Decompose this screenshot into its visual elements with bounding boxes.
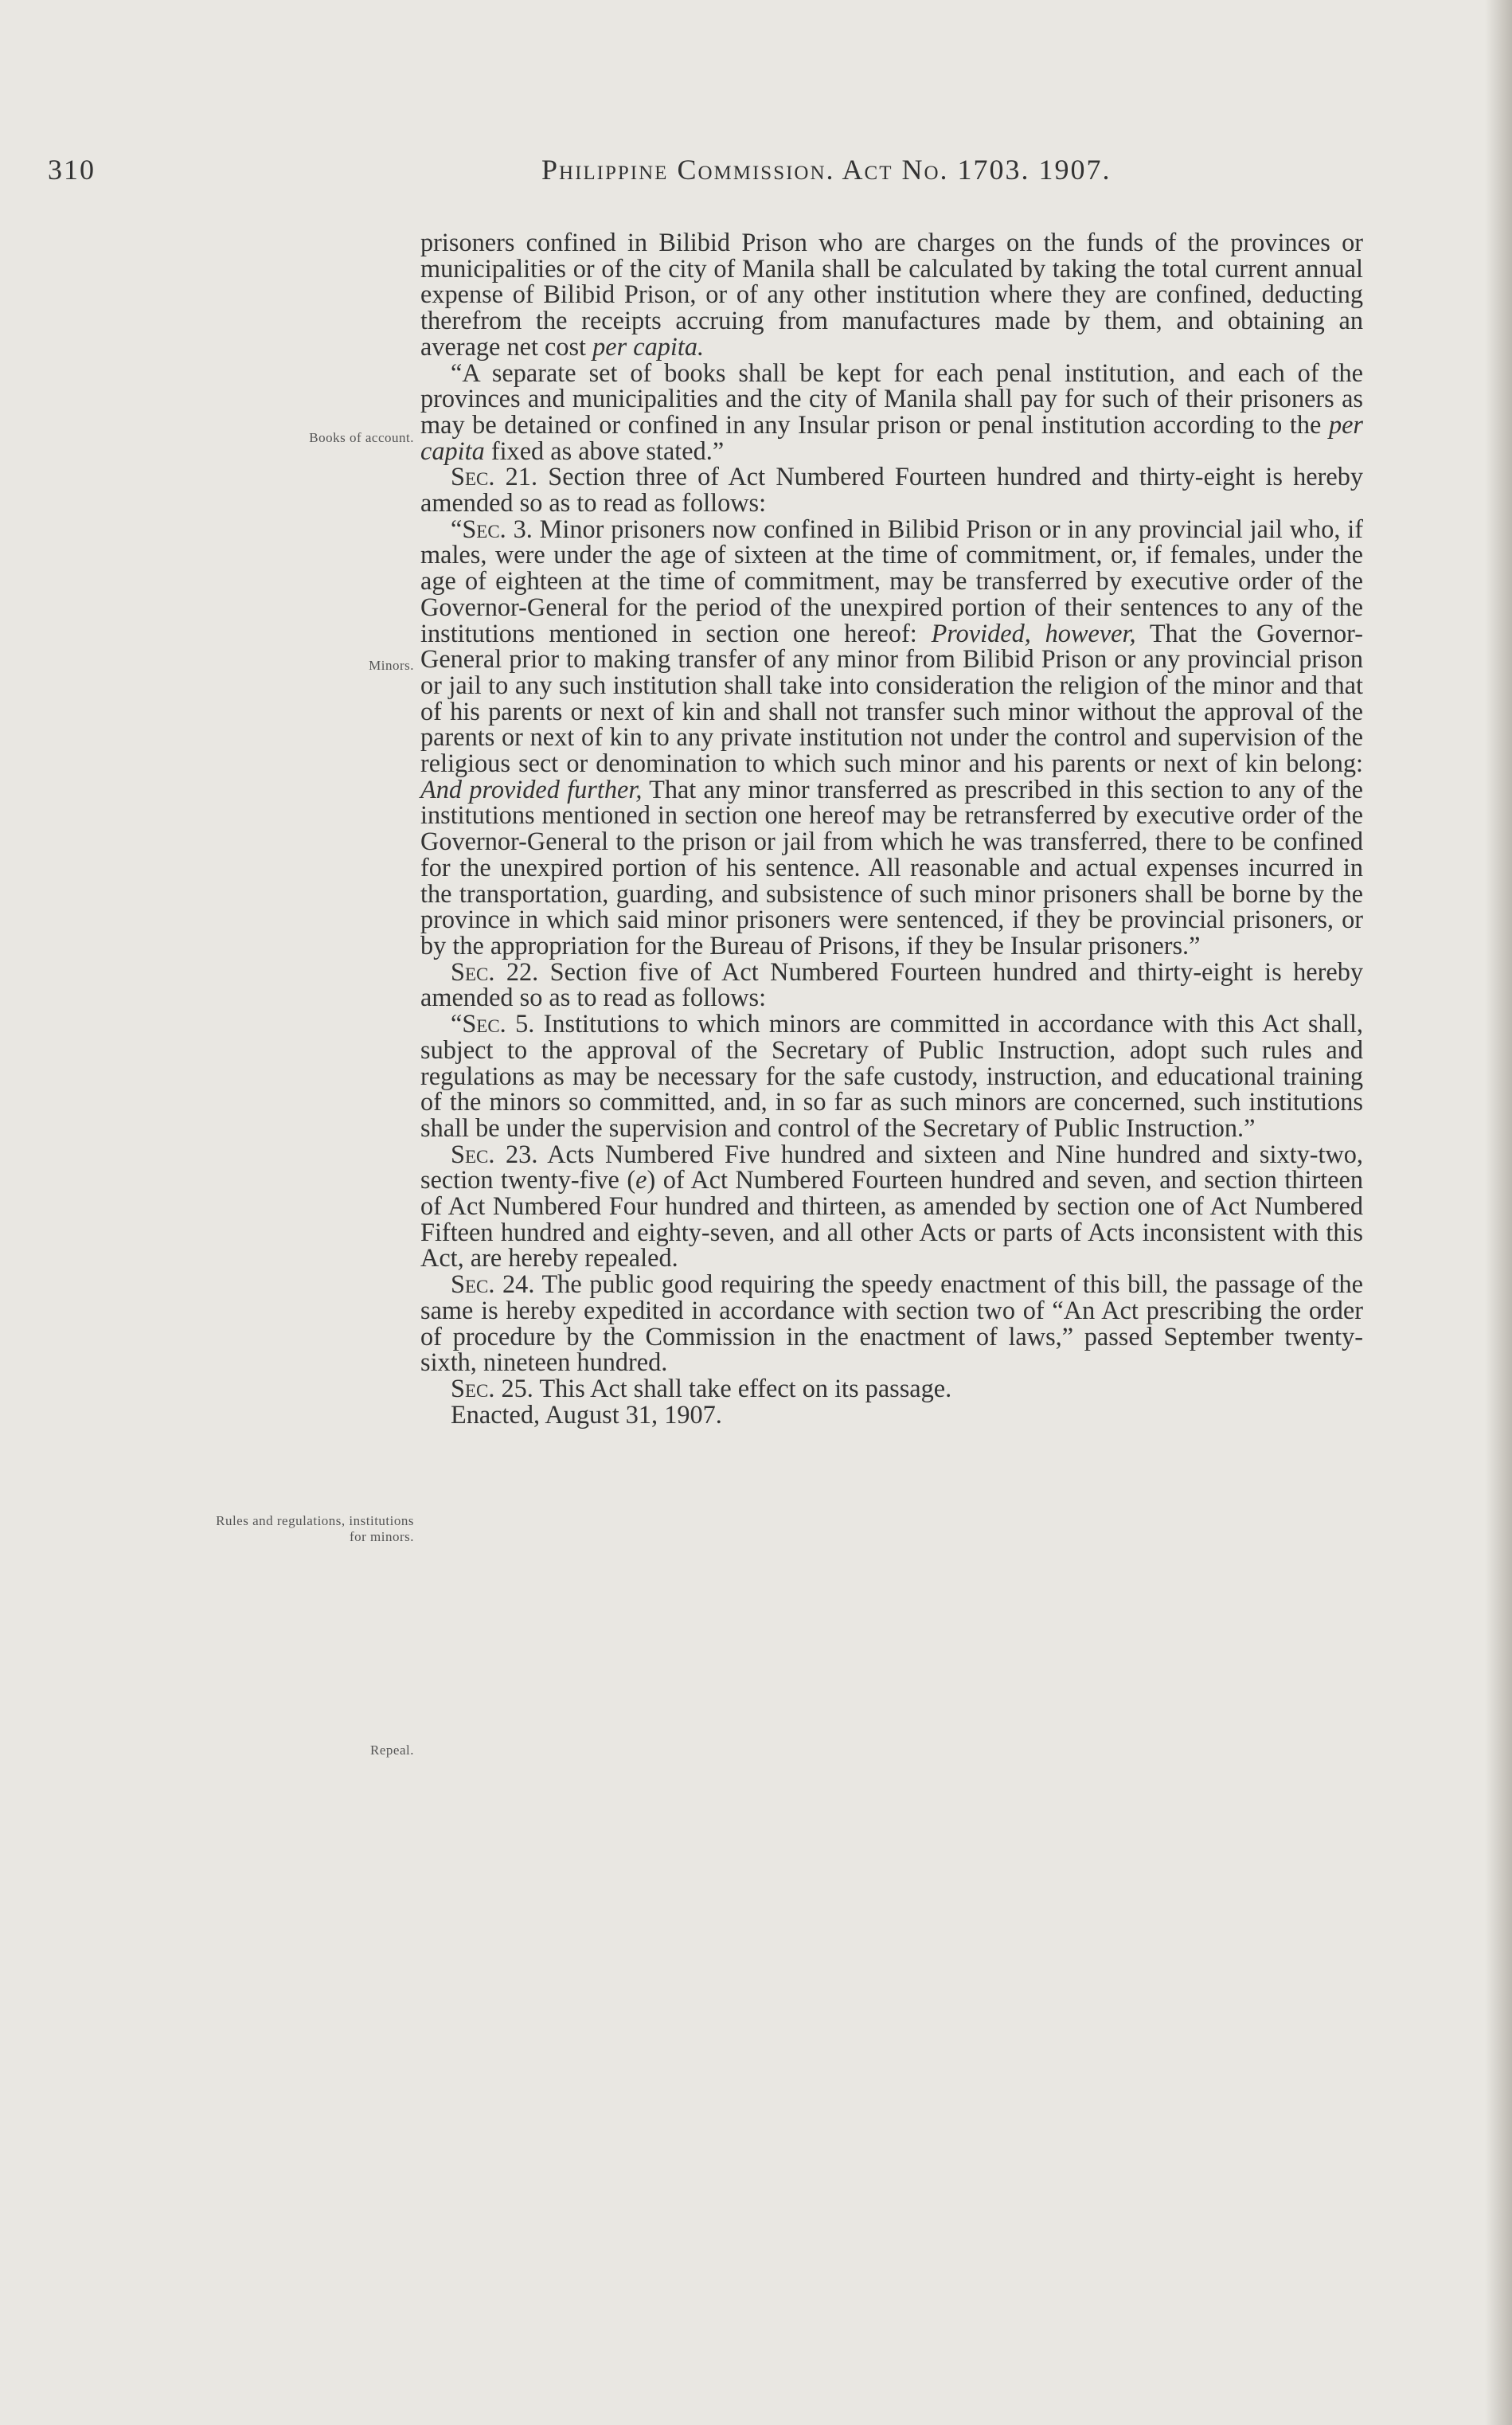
section-label: Sec. 23. xyxy=(451,1139,538,1168)
italic-run: per capita. xyxy=(592,331,705,361)
text-run: The public good requiring the speedy enactment of this bill, the passage of the same is hereby expedited in accordance with section two of “An Act prescribing the order of procedure by the Commission in the enactment of laws,” passed September twenty-sixth, nineteen hundred. xyxy=(420,1269,1363,1377)
section-label: Sec. 24. xyxy=(451,1269,535,1299)
page-header xyxy=(48,153,1354,193)
section-24 xyxy=(420,1271,1363,1375)
section-3-quoted xyxy=(420,516,1363,959)
italic-run: Provided, however, xyxy=(931,618,1136,647)
text-run: Section three of Act Numbered Fourteen hundred and thirty-eight is hereby amended so as to read as follows: xyxy=(420,462,1364,518)
section-5-quoted xyxy=(420,1011,1363,1141)
margin-note-minors: Minors. xyxy=(369,658,414,673)
text-run: ) of Act Numbered Fourteen hundred and seven, and section thirteen of Act Numbered Four hundred and thirteen, as amended by section one of Act Numbered Fifteen hundred and eighty-seven, and all other Acts or parts of Acts inconsistent with this Act, are hereby repealed. xyxy=(420,1165,1363,1273)
running-title: Philippine Commission. Act No. 1703. 1907. xyxy=(541,154,1112,186)
section-label: Sec. 25. xyxy=(451,1373,533,1402)
section-25 xyxy=(420,1375,1363,1402)
text-run: Enacted, August 31, 1907. xyxy=(451,1399,722,1429)
page-number: 310 xyxy=(48,154,96,186)
text-run: This Act shall take effect on its passage. xyxy=(539,1373,952,1402)
text-run: Acts Numbered Five hundred and sixteen and Nine hundred and sixty-two, section twenty-five ( xyxy=(420,1139,1363,1195)
text-run: prisoners confined in Bilibid Prison who are charges on the funds of the provinces or municipalities or of the city of Manila shall be calculated by taking the total current annual expense of Bilibid Prison, or of any other institution where they are confined, deducting therefrom the receipts accruing from manufactures made by them, and obtaining an average net cost xyxy=(420,228,1363,361)
text-run: “A separate set of books shall be kept for each penal institution, and each of the provinces and municipalities and the city of Manila shall pay for such of their prisoners as may be detained or confined in any Insular prison or penal institution according to the xyxy=(420,358,1363,439)
text-run: fixed as above stated.” xyxy=(490,436,725,465)
text-run: That any minor transferred as prescribed in this section to any of the institutions mentioned in section one hereof may be retransferred by executive order of the Governor-General to the prison or jail from which he was transferred, there to be confined for the unexpired portion of his sentence. All reasonable and actual expenses incurred in the transportation, guarding, and subsistence of such minor prisoners shall be borne by the province in which said minor prisoners were sentenced, if they be provincial prisoners, or by the appropriation for the Bureau of Prisons, if they be Insular prisoners.” xyxy=(420,774,1363,960)
margin-note-rules: Rules and regulations, institutions for minors. xyxy=(216,1513,414,1544)
section-label: Sec. 22. xyxy=(451,956,539,986)
paragraph-books-of-account xyxy=(420,360,1363,464)
text-run: That the Governor-General prior to making transfer of any minor from Bilibid Prison or any provincial prison or jail to any such institution shall take into consideration the religion of the minor and that of his parents or next of kin and shall not transfer such minor without the approval of the parents or next of kin to any private institution not under the control and supervision of the religious sect or denomination to which such minor and his parents or next of kin belong: xyxy=(420,618,1363,778)
section-label: “Sec. 5. xyxy=(451,1009,535,1038)
section-label: Sec. 21. xyxy=(451,462,538,491)
paragraph-prisoners-cost xyxy=(420,229,1363,360)
text-run: Minor prisoners now confined in Bilibid Prison or in any provincial jail who, if males, were under the age of sixteen at the time of commitment, or, if females, under the age of eighteen at the time of commitment, may be transferred by executive order of the Governor-General for the period of the unexpired portion of their sentences to any of the institutions mentioned in section one hereof: xyxy=(420,514,1363,647)
italic-run: e xyxy=(635,1165,647,1195)
section-23 xyxy=(420,1141,1363,1272)
italic-run: And provided further, xyxy=(420,774,643,804)
margin-note-repeal: Repeal. xyxy=(370,1742,414,1758)
margin-note-books-of-account: Books of account. xyxy=(309,430,414,445)
italic-run: per capita xyxy=(420,409,1363,465)
text-run: Institutions to which minors are committed in accordance with this Act shall, subject to the approval of the Secretary of Public Instruction, adopt such rules and regulations as may be necessary for the safe custody, instruction, and educational training of the minors so committed, and, in so far as such minors are concerned, such institutions shall be under the supervision and control of the Secretary of Public Instruction.” xyxy=(420,1009,1363,1142)
page-edge-shadow xyxy=(1485,0,1512,2425)
section-label: “Sec. 3. xyxy=(451,514,533,543)
section-22 xyxy=(420,956,1363,1012)
section-21 xyxy=(420,462,1364,518)
text-run: Section five of Act Numbered Fourteen hundred and thirty-eight is hereby amended so as to read as follows: xyxy=(420,956,1363,1012)
enacted-date xyxy=(420,1399,1363,1429)
act-text xyxy=(420,229,1363,1427)
